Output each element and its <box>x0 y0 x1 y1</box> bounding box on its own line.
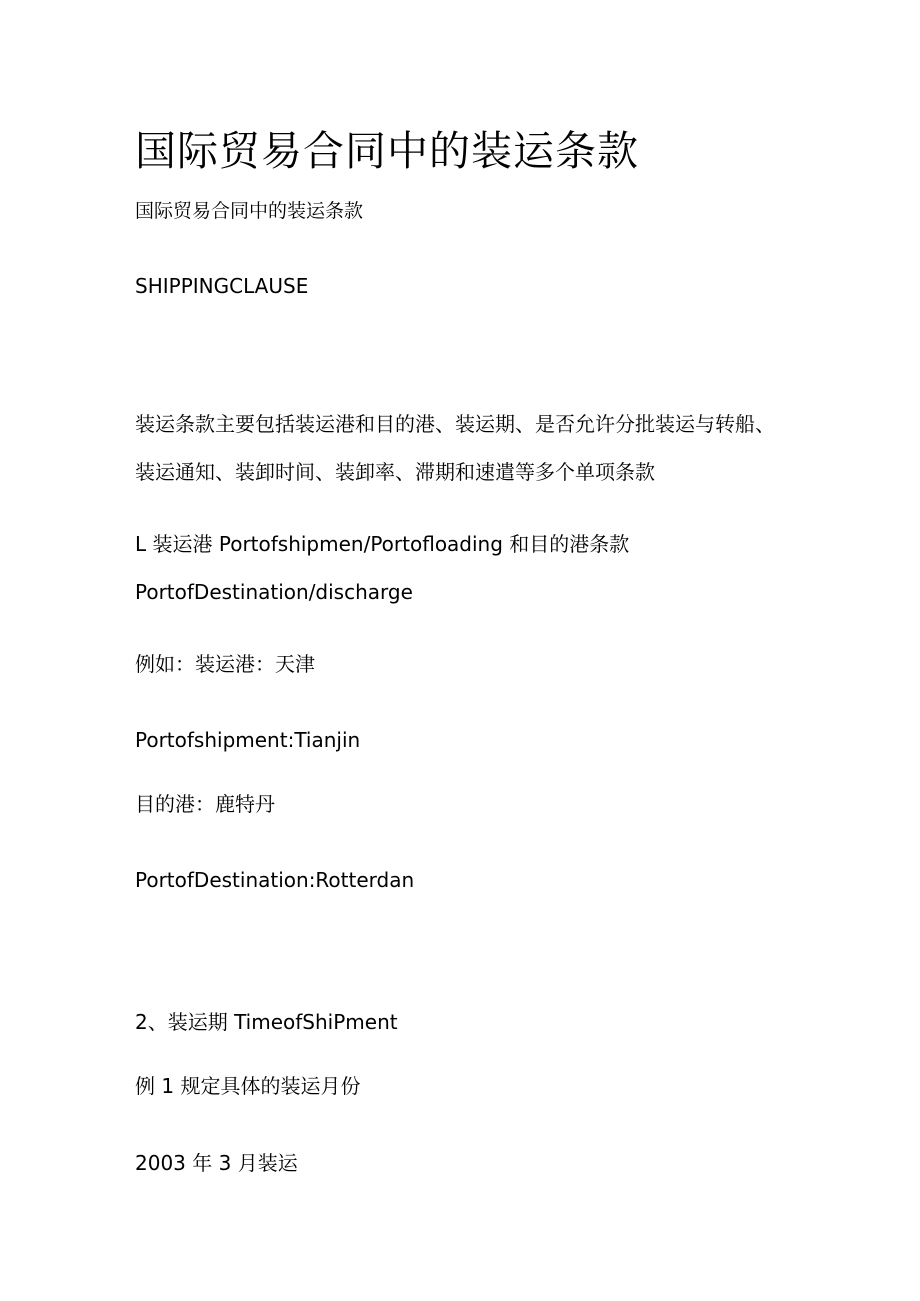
destination-port-label: 目的港：鹿特丹 <box>135 792 275 816</box>
section2-heading: 2、装运期 TimeofShiPment <box>135 1010 398 1034</box>
section1-heading-line-2: PortofDestination/discharge <box>135 580 413 604</box>
section1-heading-line-1: L 装运港 Portofshipmen/Portofloading 和目的港条款 <box>135 532 630 556</box>
document-title: 国际贸易合同中的装运条款 <box>135 127 639 175</box>
document-subtitle: 国际贸易合同中的装运条款 <box>135 200 364 222</box>
example1-label: 例 1 规定具体的装运月份 <box>135 1074 361 1098</box>
english-title: SHIPPINGCLAUSE <box>135 274 309 298</box>
intro-paragraph-line-2: 装运通知、装卸时间、装卸率、滞期和速遣等多个单项条款 <box>135 460 655 484</box>
intro-paragraph-line-1: 装运条款主要包括装运港和目的港、装运期、是否允许分批装运与转船、 <box>135 412 775 436</box>
example-port-of-shipment-label: 例如：装运港：天津 <box>135 652 315 676</box>
port-of-destination-text: PortofDestination:Rotterdan <box>135 868 415 892</box>
port-of-shipment-text: Portofshipment:Tianjin <box>135 728 361 752</box>
example1-value: 2003 年 3 月装运 <box>135 1151 298 1175</box>
